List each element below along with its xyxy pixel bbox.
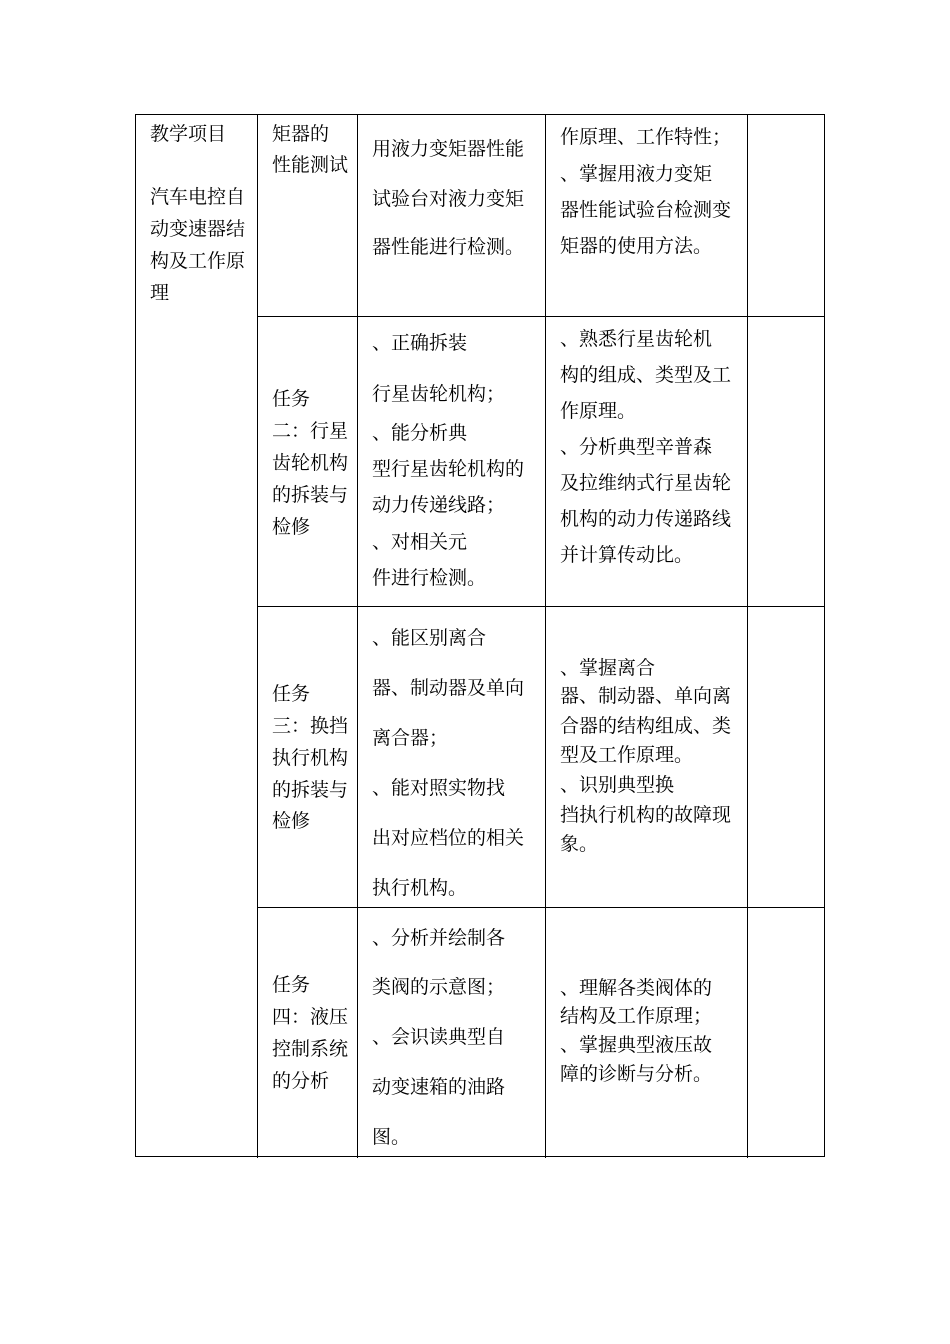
- task-line: 矩器的: [272, 123, 330, 145]
- skill-line: 出对应档位的相关: [372, 827, 525, 849]
- knowledge-line: 型及工作原理。: [560, 744, 694, 766]
- task-line: 的拆装与: [272, 779, 349, 801]
- skill-line: 型行星齿轮机构的: [372, 458, 525, 480]
- knowledge-line: 、掌握典型液压故: [560, 1034, 713, 1056]
- knowledge-line: 挡执行机构的故障现: [560, 804, 732, 826]
- task-line: 任务: [272, 388, 311, 410]
- knowledge-line: 结构及工作原理；: [560, 1005, 713, 1027]
- knowledge-cell: [560, 607, 746, 907]
- column-divider: [747, 115, 748, 1158]
- task-line: 检修: [272, 810, 311, 832]
- skill-cell: [372, 115, 544, 315]
- task-cell: [272, 317, 356, 606]
- task-cell: [272, 607, 356, 907]
- project-cell: [150, 115, 255, 1158]
- skill-line: 、正确拆装: [372, 332, 468, 354]
- column-divider: [545, 115, 546, 1158]
- skill-line: 类阀的示意图；: [372, 976, 506, 998]
- task-line: 执行机构: [272, 747, 349, 769]
- task-line: 齿轮机构: [272, 452, 349, 474]
- skill-line: 、能分析典: [372, 422, 468, 444]
- skill-cell: [372, 908, 544, 1156]
- knowledge-line: 并计算传动比。: [560, 544, 694, 566]
- knowledge-line: 象。: [560, 833, 599, 855]
- task-line: 的拆装与: [272, 484, 349, 506]
- skill-line: 、会识读典型自: [372, 1026, 506, 1048]
- knowledge-line: 矩器的使用方法。: [560, 235, 713, 257]
- task-line: 任务: [272, 683, 311, 705]
- skill-line: 、对相关元: [372, 531, 468, 553]
- project-name-line: 理: [150, 282, 170, 304]
- task-line: 检修: [272, 516, 311, 538]
- skill-cell: [372, 607, 544, 907]
- knowledge-line: 构的组成、类型及工: [560, 364, 732, 386]
- skill-line: 执行机构。: [372, 877, 468, 899]
- project-name-line: 汽车电控自: [150, 186, 246, 208]
- skill-cell: [372, 317, 544, 606]
- task-line: 性能测试: [272, 154, 349, 176]
- knowledge-line: 作原理、工作特性；: [560, 126, 732, 148]
- skill-line: 动变速箱的油路: [372, 1076, 506, 1098]
- task-line: 四：液压: [272, 1006, 349, 1028]
- column-divider: [357, 115, 358, 1158]
- skill-line: 离合器；: [372, 727, 449, 749]
- skill-line: 用液力变矩器性能: [372, 138, 525, 160]
- knowledge-line: 、识别典型换: [560, 774, 675, 796]
- task-cell: [272, 908, 356, 1156]
- task-line: 的分析: [272, 1070, 330, 1092]
- knowledge-line: 合器的结构组成、类: [560, 715, 732, 737]
- knowledge-line: 机构的动力传递路线: [560, 508, 732, 530]
- skill-line: 、能对照实物找: [372, 777, 506, 799]
- knowledge-line: 、掌握用液力变矩: [560, 163, 713, 185]
- skill-line: 器、制动器及单向: [372, 677, 525, 699]
- knowledge-line: 、熟悉行星齿轮机: [560, 328, 713, 350]
- skill-line: 器性能进行检测。: [372, 236, 525, 258]
- task-line: 二：行星: [272, 420, 349, 442]
- knowledge-cell: [560, 317, 746, 606]
- course-table: [135, 114, 825, 1157]
- task-line: 任务: [272, 974, 311, 996]
- project-label: 教学项目: [150, 123, 227, 145]
- knowledge-line: 器性能试验台检测变: [560, 199, 732, 221]
- column-divider: [257, 115, 258, 1158]
- knowledge-line: 、理解各类阀体的: [560, 977, 713, 999]
- task-line: 控制系统: [272, 1038, 349, 1060]
- skill-line: 、分析并绘制各: [372, 927, 506, 949]
- project-name-line: 动变速器结: [150, 218, 246, 240]
- skill-line: 、能区别离合: [372, 627, 487, 649]
- knowledge-line: 器、制动器、单向离: [560, 685, 732, 707]
- task-cell: [272, 115, 356, 315]
- knowledge-line: 作原理。: [560, 400, 637, 422]
- knowledge-cell: [560, 908, 746, 1156]
- skill-line: 动力传递线路；: [372, 494, 506, 516]
- knowledge-line: 、分析典型辛普森: [560, 436, 713, 458]
- skill-line: 试验台对液力变矩: [372, 188, 525, 210]
- knowledge-line: 及拉维纳式行星齿轮: [560, 472, 732, 494]
- skill-line: 图。: [372, 1126, 411, 1148]
- project-name-line: 构及工作原: [150, 250, 246, 272]
- skill-line: 行星齿轮机构；: [372, 383, 506, 405]
- knowledge-line: 、掌握离合: [560, 657, 656, 679]
- knowledge-cell: [560, 115, 746, 315]
- task-line: 三：换挡: [272, 715, 349, 737]
- knowledge-line: 障的诊断与分析。: [560, 1063, 713, 1085]
- skill-line: 件进行检测。: [372, 567, 487, 589]
